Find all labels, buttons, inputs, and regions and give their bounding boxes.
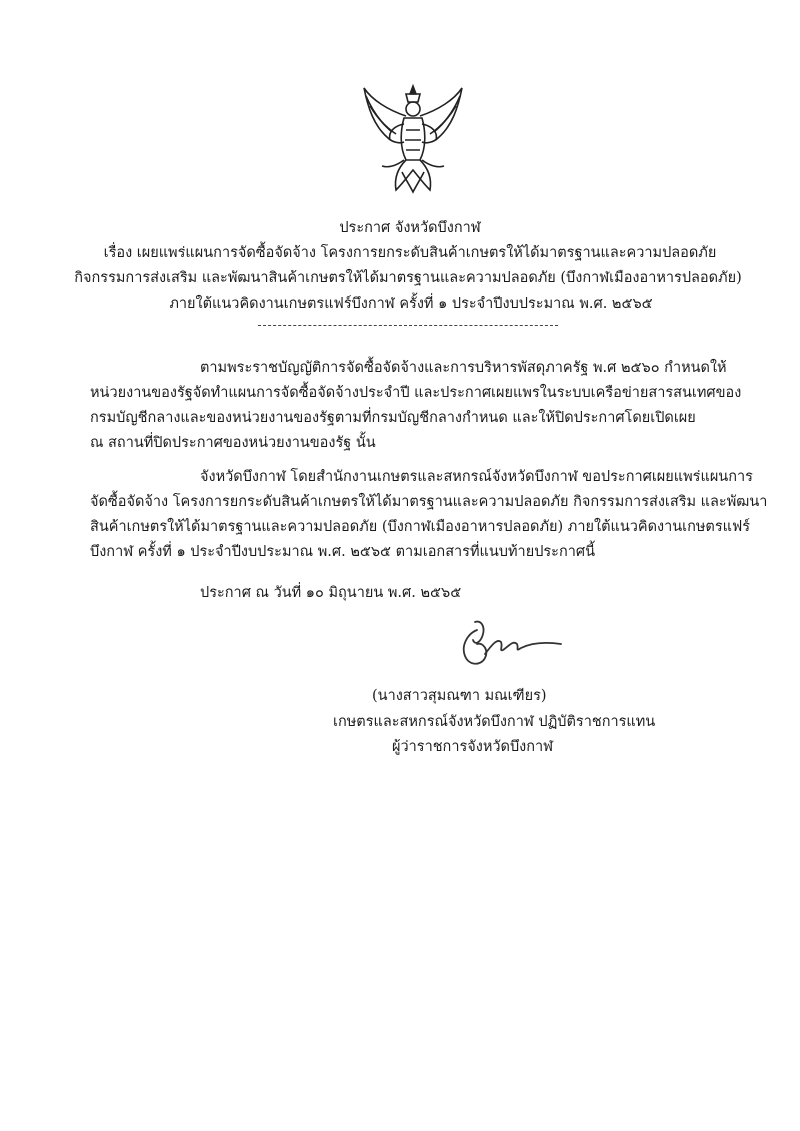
paragraph-line: หน่วยงานของรัฐจัดทำแผนการจัดซื้อจัดจ้างประจำปี และประกาศเผยแพรในระบบเครือข่ายสารสนเทศของ [90,385,742,401]
paragraph-line: จังหวัดบึงกาฬ โดยสำนักงานเกษตรและสหกรณ์จังหวัดบึงกาฬ ขอประกาศเผยแพร่แผนการ [200,469,753,485]
subject-line: กิจกรรมการส่งเสริม และพัฒนาสินค้าเกษตรให้ได้มาตรฐานและความปลอดภัย (บึงกาฬเมืองอาหารปลอดภัย) [74,270,742,286]
signatory-position: ผู้ว่าราชการจังหวัดบึงกาฬ [392,739,554,755]
subject-line: ภายใต้แนวคิดงานเกษตรแฟร์บึงกาฬ ครั้งที่ ๑ ประจำปีงบประมาณ พ.ศ. ๒๕๖๕ [169,296,653,312]
announcement-title: ประกาศ จังหวัดบึงกาฬ [339,220,481,236]
paragraph-line: สินค้าเกษตรให้ได้มาตรฐานและความปลอดภัย (บึงกาฬเมืองอาหารปลอดภัย) ภายใต้แนวคิดงานเกษตรแฟร์ [90,519,751,535]
signatory-position: เกษตรและสหกรณ์จังหวัดบึงกาฬ ปฏิบัติราชการแทน [333,714,656,730]
paragraph-line: ตามพระราชบัญญัติการจัดซื้อจัดจ้างและการบริหารพัสดุภาครัฐ พ.ศ ๒๕๖๐ กำหนดให้ [200,360,727,376]
paragraph-line: ณ สถานที่ปิดประกาศของหน่วยงานของรัฐ นั้น [90,435,376,451]
garuda-emblem-icon [358,82,468,200]
announcement-date: ประกาศ ณ วันที่ ๑๐ มิถุนายน พ.ศ. ๒๕๖๕ [200,585,462,601]
divider [258,325,558,326]
paragraph-line: บึงกาฬ ครั้งที่ ๑ ประจำปีงบประมาณ พ.ศ. ๒๕๖๕ ตามเอกสารที่แนบท้ายประกาศนี้ [90,544,596,560]
paragraph-line: จัดซื้อจัดจ้าง โครงการยกระดับสินค้าเกษตรให้ได้มาตรฐานและความปลอดภัย กิจกรรมการส่งเสริม และพัฒนา [90,494,768,510]
handwritten-signature-icon [455,616,565,672]
signatory-name: (นางสาวสุมณฑา มณเฑียร) [372,688,547,704]
paragraph-line: กรมบัญชีกลางและของหน่วยงานของรัฐตามที่กรมบัญชีกลางกำหนด และให้ปิดประกาศโดยเปิดเผย [90,410,696,426]
subject-line: เรื่อง เผยแพร่แผนการจัดซื้อจัดจ้าง โครงการยกระดับสินค้าเกษตรให้ได้มาตรฐานและความปลอดภัย [103,245,717,261]
